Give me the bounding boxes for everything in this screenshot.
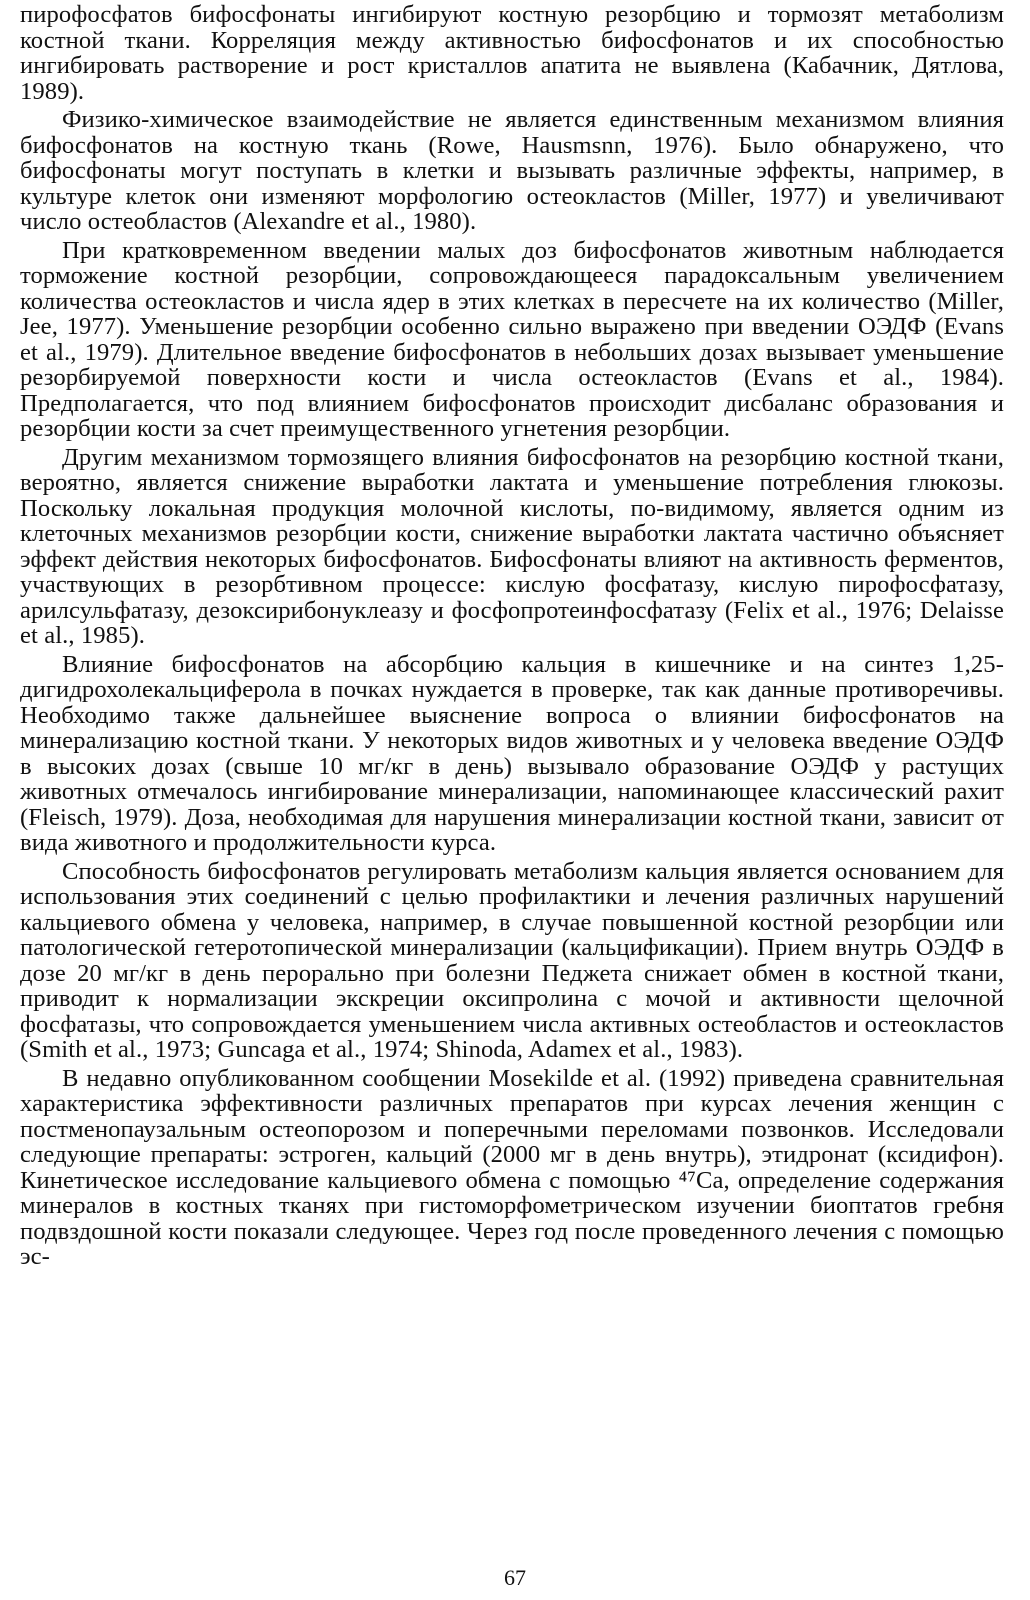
paragraph: Способность бифосфонатов регулировать метаболизм кальция является основанием для использования этих соединений с целью профилактики и лечения различных нарушений кальциевого обмена у человека, например, в случае повышенной костной резорбции или патологической гетеротопической минерализации (кальцификации). Прием внутрь ОЭДФ в дозе 20 мг/кг в день перорально при болезни Педжета снижает обмен в костной ткани, приводит к нормализации экскреции оксипролина с мочой и активности щелочной фосфатазы, что сопровождается уменьшением числа активных остеобластов и остеокластов (Smith et al., 1973; Guncaga et al., 1974; Shinoda, Adamex et al., 1983). [20,857,1004,1063]
page-number: 67 [504,1565,526,1590]
paragraph: Другим механизмом тормозящего влияния бифосфонатов на резорбцию костной ткани, вероятно, является снижение выработки лактата и уменьшение потребления глюкозы. Поскольку локальная продукция молочной кислоты, по-видимому, является одним из клеточных механизмов резорбции кости, снижение выработки лактата частично объясняет эффект действия некоторых бифосфонатов. Бифосфонаты влияют на активность ферментов, участвующих в резорбтивном процессе: кислую фосфатазу, кислую пирофосфатазу, арилсульфатазу, дезоксирибонуклеазу и фосфопротеинфосфатазу (Felix et al., 1976; Delaisse et al., 1985). [20,443,1004,649]
paragraph: В недавно опубликованном сообщении Mosekilde et al. (1992) приведена сравнительная характеристика эффективности различных препаратов при курсах лечения женщин с постменопаузальным остеопорозом и поперечными переломами позвонков. Исследовали следующие препараты: эстроген, кальций (2000 мг в день внутрь), этидронат (ксидифон). Кинетическое исследование кальциевого обмена с помощью ⁴⁷Ca, определение содержания минералов в костных тканях при гистоморфометрическом изучении биоптатов гребня подвздошной кости показали следующее. Через год после проведенного лечения с помощью эс- [20,1064,1004,1270]
paragraph: Физико-химическое взаимодействие не является единственным механизмом влияния бифосфонатов на костную ткань (Rowe, Hausmsnn, 1976). Было обнаружено, что бифосфонаты могут поступать в клетки и вызывать различные эффекты, например, в культуре клеток они изменяют морфологию остеокластов (Miller, 1977) и увеличивают число остеобластов (Alexandre et al., 1980). [20,106,1004,235]
body-text [20,2,1004,1270]
paragraph: Влияние бифосфонатов на абсорбцию кальция в кишечнике и на синтез 1,25-дигидрохолекальциферола в почках нуждается в проверке, так как данные противоречивы. Необходимо также дальнейшее выяснение вопроса о влиянии бифосфонатов на минерализацию костной ткани. У некоторых видов животных и у человека введение ОЭДФ в высоких дозах (свыше 10 мг/кг в день) вызывало образование ОЭДФ у растущих животных отмечалось ингибирование минерализации, напоминающее классический рахит (Fleisch, 1979). Доза, необходимая для нарушения минерализации костной ткани, зависит от вида животного и продолжительности курса. [20,650,1004,856]
paragraph-continuation: пирофосфатов бифосфонаты ингибируют костную резорбцию и тормозят метаболизм костной ткани. Корреляция между активностью бифосфонатов и их способностью ингибировать растворение и рост кристаллов апатита не выявлена (Кабачник, Дятлова, 1989). [20,1,1004,105]
paragraph: При кратковременном введении малых доз бифосфонатов животным наблюдается торможение костной резорбции, сопровождающееся парадоксальным увеличением количества остеокластов и числа ядер в этих клетках в пересчете на их количество (Miller, Jee, 1977). Уменьшение резорбции особенно сильно выражено при введении ОЭДФ (Evans et al., 1979). Длительное введение бифосфонатов в небольших дозах вызывает уменьшение резорбируемой поверхности кости и числа остеокластов (Evans et al., 1984). Предполагается, что под влиянием бифосфонатов происходит дисбаланс образования и резорбции кости за счет преимущественного угнетения резорбции. [20,236,1004,442]
